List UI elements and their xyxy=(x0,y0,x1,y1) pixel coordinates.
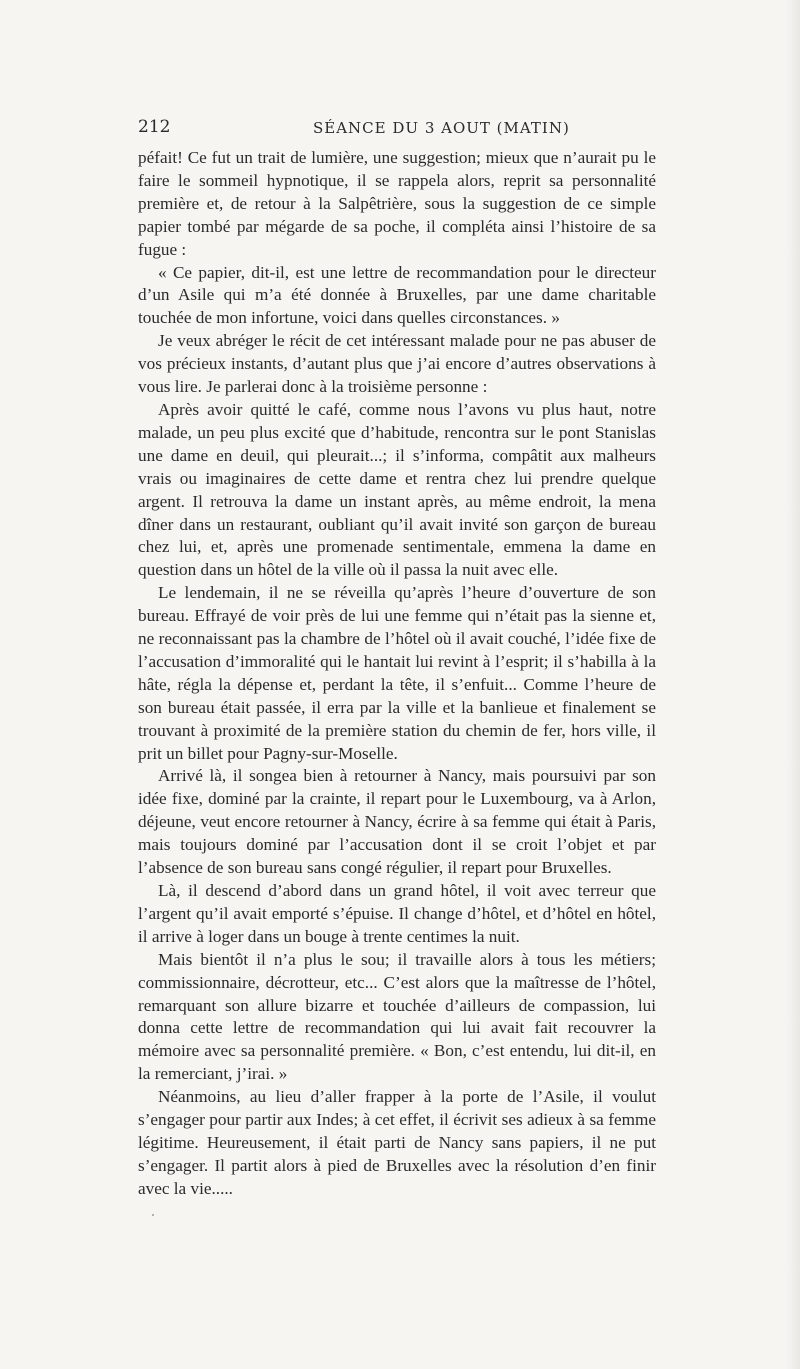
paragraph: Mais bientôt il n’a plus le sou; il travaille alors à tous les métiers; commissionnaire, décrotteur, etc... C’est alors que la maîtresse de l’hôtel, remarquant son allure bizarre et touchée d’ailleurs de compassion, lui donna cette lettre de recommandation qui lui avait fait recouvrer la mémoire avec sa personnalité première. « Bon, c’est entendu, lui dit-il, en la remerciant, j’irai. » xyxy=(138,949,656,1084)
paragraph: « Ce papier, dit-il, est une lettre de recommandation pour le directeur d’un Asile qui m’a été donnée à Bruxelles, par une dame charitable touchée de mon infortune, voici dans quelles circonstances. » xyxy=(138,262,656,328)
page-number: 212 xyxy=(138,117,171,137)
body-text xyxy=(138,147,656,1201)
paragraph: Là, il descend d’abord dans un grand hôtel, il voit avec terreur que l’argent qu’il avait emporté s’épuise. Il change d’hôtel, et d’hôtel en hôtel, il arrive à loger dans un bouge à trente centimes la nuit. xyxy=(138,881,656,946)
print-speck xyxy=(152,1214,154,1216)
running-title: SÉANCE DU 3 AOUT (MATIN) xyxy=(313,119,570,137)
paragraph: Le lendemain, il ne se réveilla qu’après l’heure d’ouverture de son bureau. Effrayé de voir près de lui une femme qui n’était pas la sienne et, ne reconnaissant pas la chambre de l’hôtel où il avait couché, l’idée fixe de l’accusation d’immoralité qui le hantait lui revint à l’esprit; il s’habilla à la hâte, régla la dépense et, perdant la tête, il s’enfuit... Comme l’heure de son bureau était passée, il erra par la ville et la banlieue et finalement se trouvant à proximité de la première station du chemin de fer, hors ville, il prit un billet pour Pagny-sur-Moselle. xyxy=(138,583,656,763)
paragraph: Néanmoins, au lieu d’aller frapper à la porte de l’Asile, il voulut s’engager pour partir aux Indes; à cet effet, il écrivit ses adieux à sa femme légitime. Heureusement, il était parti de Nancy sans papiers, il ne put s’engager. Il partit alors à pied de Bruxelles avec la résolution d’en finir avec la vie..... xyxy=(138,1087,656,1198)
paragraph: Arrivé là, il songea bien à retourner à Nancy, mais poursuivi par son idée fixe, dominé par la crainte, il repart pour le Luxembourg, va à Arlon, déjeune, veut encore retourner à Nancy, écrire à sa femme qui était à Paris, mais toujours dominé par l’accusation dont il se croit l’objet et par l’absence de son bureau sans congé régulier, il repart pour Bruxelles. xyxy=(138,766,656,878)
page-edge-shadow xyxy=(786,0,800,1369)
paragraph: Je veux abréger le récit de cet intéressant malade pour ne pas abuser de vos précieux instants, d’autant plus que j’ai encore d’autres observations à vous lire. Je parlerai donc à la troisième personne : xyxy=(138,331,656,397)
paragraph-continuation: péfait! Ce fut un trait de lumière, une suggestion; mieux que n’aurait pu le faire le sommeil hypnotique, il se rappela alors, reprit sa personnalité première et, de retour à la Salpêtrière, sous la suggestion de ce simple papier tombé par mégarde de sa poche, il compléta ainsi l’histoire de sa fugue : xyxy=(138,148,656,259)
page-header xyxy=(138,117,656,141)
paragraph: Après avoir quitté le café, comme nous l’avons vu plus haut, notre malade, un peu plus excité que d’habitude, rencontra sur le pont Stanislas une dame en deuil, qui pleurait...; il s’informa, compâtit aux malheurs vrais ou imaginaires de cette dame et rentra chez lui prendre quelque argent. Il retrouva la dame un instant après, au même endroit, la mena dîner dans un restaurant, oubliant qu’il avait invité son garçon de bureau chez lui, et, après une promenade sentimentale, emmena la dame en question dans un hôtel de la ville où il passa la nuit avec elle. xyxy=(138,399,656,580)
